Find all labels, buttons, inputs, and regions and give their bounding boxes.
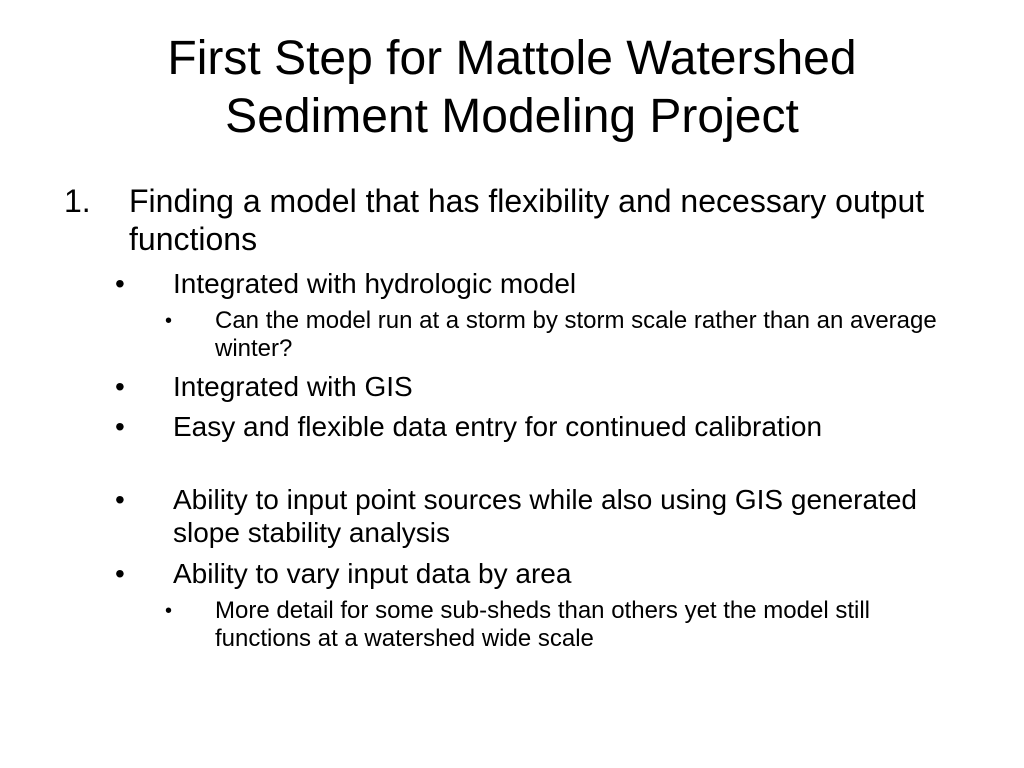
bullet-icon: • (115, 484, 125, 515)
list-item-text: Integrated with hydrologic model (173, 268, 577, 299)
list-number: 1. (64, 183, 91, 219)
list-item-text: Finding a model that has flexibility and necessary output functions (129, 183, 925, 257)
list-item-text: Ability to vary input data by area (173, 558, 572, 589)
bullet-icon: • (115, 268, 125, 299)
list-item-level-2 (115, 370, 955, 403)
list-item-level-1 (64, 182, 964, 258)
list-item-level-2 (115, 483, 955, 549)
list-item-text: Can the model run at a storm by storm scale rather than an average winter? (215, 307, 937, 362)
list-item-text: Integrated with GIS (173, 371, 413, 402)
bullet-icon: • (115, 558, 125, 589)
list-item-text: Easy and flexible data entry for continued calibration (173, 411, 823, 442)
list-item-text: More detail for some sub-sheds than others yet the model still functions at a watershed wide scale (215, 597, 870, 652)
slide-title (0, 30, 1024, 146)
bullet-icon: • (115, 411, 125, 442)
bullet-icon: • (165, 600, 173, 622)
list-item-level-3 (165, 597, 965, 653)
list-item-level-3 (165, 307, 965, 363)
slide-title-line-2: Sediment Modeling Project (225, 90, 799, 143)
slide-title-line-1: First Step for Mattole Watershed (167, 32, 857, 85)
list-item-level-2 (115, 410, 955, 443)
list-item-level-2 (115, 267, 955, 300)
bullet-icon: • (115, 371, 125, 402)
list-item-text: Ability to input point sources while also using GIS generated slope stability analysis (173, 484, 917, 548)
list-item-level-2 (115, 557, 955, 590)
bullet-icon: • (165, 310, 173, 332)
